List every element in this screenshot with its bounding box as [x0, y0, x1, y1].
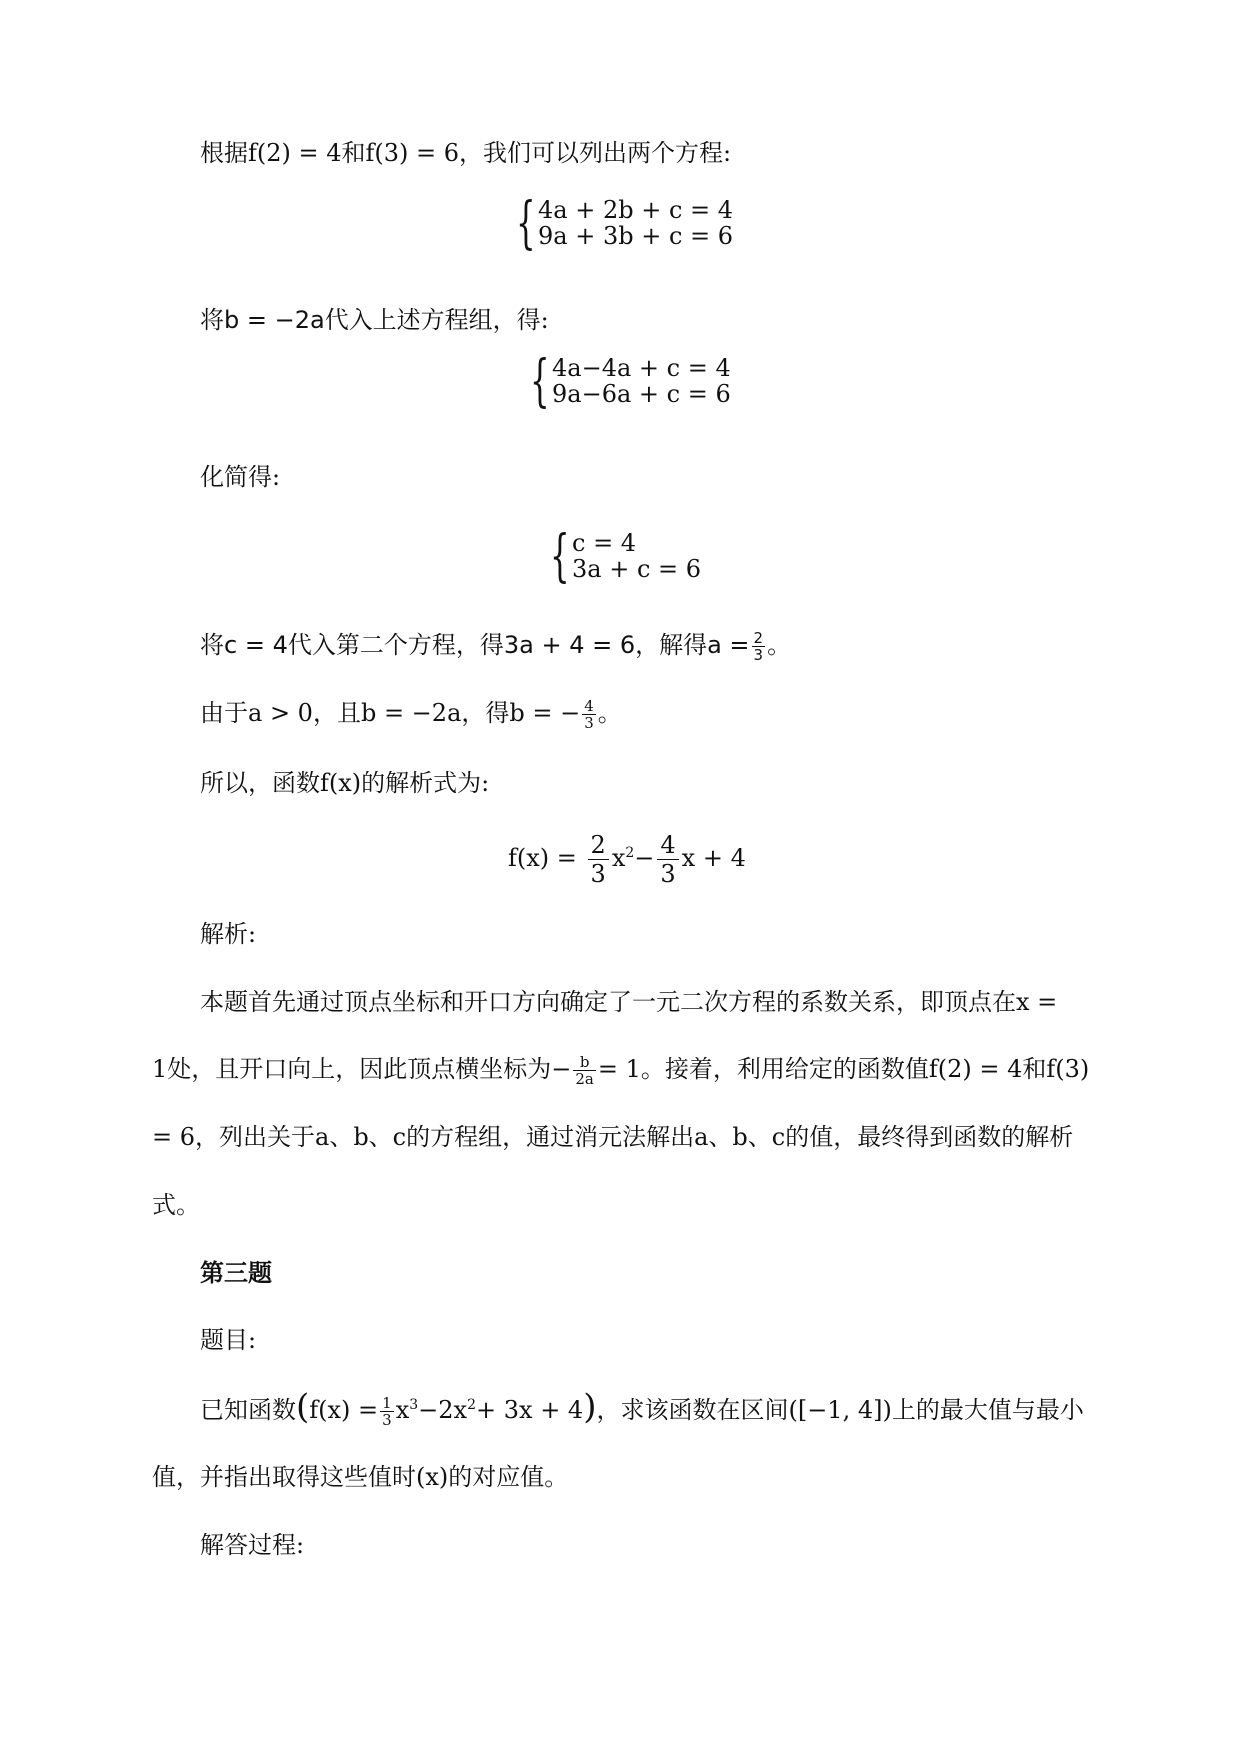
text: 根据	[200, 139, 248, 167]
text: ，且	[312, 699, 361, 727]
brace: {	[530, 349, 550, 414]
fraction: $\frac{4}{3}$	[584, 697, 594, 732]
equation: (x)	[416, 1463, 449, 1491]
fraction: $\frac{b}{2a}$	[575, 1053, 594, 1088]
result-formula	[508, 828, 746, 888]
text: 1处，且开口向上，因此顶点横坐标为−	[152, 1055, 572, 1083]
text: 将	[200, 306, 224, 334]
equation: a > 0	[248, 699, 313, 727]
brace: {	[550, 524, 570, 589]
fraction: $\frac{2}{3}$	[588, 831, 609, 888]
section-heading: 第三题	[200, 1258, 272, 1287]
system-row: 4a + 2b + c = 4	[538, 196, 734, 224]
interval: ([−1, 4])	[788, 1396, 892, 1424]
brace: {	[516, 191, 536, 256]
text: 代入第二个方程，得	[287, 631, 504, 659]
formula-term: x	[395, 1396, 410, 1424]
equation-system-1	[516, 191, 734, 256]
formula-operator: −	[634, 844, 655, 872]
question-line-2	[152, 1460, 568, 1494]
paragraph-solve-b	[200, 696, 622, 731]
formula-term: x + 4	[681, 844, 746, 872]
analysis-line-3: = 6，列出关于a、b、c的方程组，通过消元法解出a、b、c的值，最终得到函数的解析	[152, 1123, 1074, 1151]
text: 的对应值。	[448, 1463, 569, 1491]
equation: b = −2a	[360, 699, 462, 727]
analysis-line-4: 式。	[152, 1191, 200, 1219]
text: 的解析式为:	[361, 769, 490, 797]
equation: a =	[707, 631, 750, 659]
text: 已知函数	[200, 1396, 296, 1424]
equation: 3a + 4 = 6	[503, 631, 636, 659]
text: 。	[767, 631, 792, 659]
system-row: 9a−6a + c = 6	[552, 380, 731, 408]
formula-term: + 3x + 4	[476, 1396, 584, 1424]
equation: f(x) =	[309, 1396, 379, 1424]
system-row: 9a + 3b + c = 6	[538, 222, 734, 250]
text: ，解得	[635, 631, 708, 659]
paragraph-conditions	[200, 136, 731, 170]
paragraph-solution-label: 解答过程:	[200, 1531, 305, 1559]
formula-lhs: f(x) =	[508, 844, 577, 872]
paragraph-substitute	[200, 303, 549, 337]
text: ，求该函数在区间	[596, 1396, 789, 1424]
text: 值，并指出取得这些值时	[152, 1463, 416, 1491]
text: ，我们可以列出两个方程:	[459, 139, 732, 167]
formula-term: −2x	[418, 1396, 468, 1424]
equation: c = 4	[224, 631, 288, 659]
text: 由于	[200, 699, 248, 727]
equation: b = −2a	[224, 306, 325, 334]
equation-system-3	[550, 524, 750, 589]
equation-system-2	[530, 349, 731, 414]
fraction: $\frac{4}{3}$	[657, 831, 678, 888]
paragraph-simplify: 化简得:	[200, 463, 281, 491]
text: 。	[597, 699, 622, 727]
system-row: 4a−4a + c = 4	[552, 354, 731, 382]
equation: b = −	[509, 699, 581, 727]
paragraph-solve-a	[200, 628, 791, 663]
text: 上的最大值与最小	[891, 1396, 1084, 1424]
equation: f(3) = 6	[365, 139, 460, 167]
analysis-line-1: 本题首先通过顶点坐标和开口方向确定了一元二次方程的系数关系，即顶点在x =	[200, 988, 1058, 1016]
fraction: $\frac{2}{3}$	[753, 629, 764, 664]
equation: f(2) = 4	[248, 139, 342, 167]
text: 将	[200, 631, 224, 659]
paragraph-analysis-label: 解析:	[200, 920, 257, 948]
paragraph-so	[200, 766, 489, 800]
fraction: $\frac{1}{3}$	[382, 1394, 392, 1429]
text: ，得	[461, 699, 510, 727]
question-line-1	[200, 1387, 1084, 1429]
paren: )	[583, 1387, 597, 1427]
text: 代入上述方程组，得:	[324, 306, 549, 334]
system-row: c = 4	[572, 529, 637, 557]
analysis-line-2	[152, 1052, 1089, 1087]
text: 和	[341, 139, 366, 167]
paren: (	[296, 1387, 310, 1427]
exponent: 3	[409, 1397, 419, 1413]
formula-term: x	[611, 844, 626, 872]
system-row: 3a + c = 6	[572, 555, 702, 583]
text: 所以，函数	[200, 769, 320, 797]
paragraph-question-label: 题目:	[200, 1326, 257, 1354]
exponent: 2	[625, 845, 635, 861]
equation: f(x)	[320, 769, 362, 797]
exponent: 2	[467, 1397, 477, 1413]
text: = 1。接着，利用给定的函数值f(2) = 4和f(3)	[597, 1055, 1090, 1083]
